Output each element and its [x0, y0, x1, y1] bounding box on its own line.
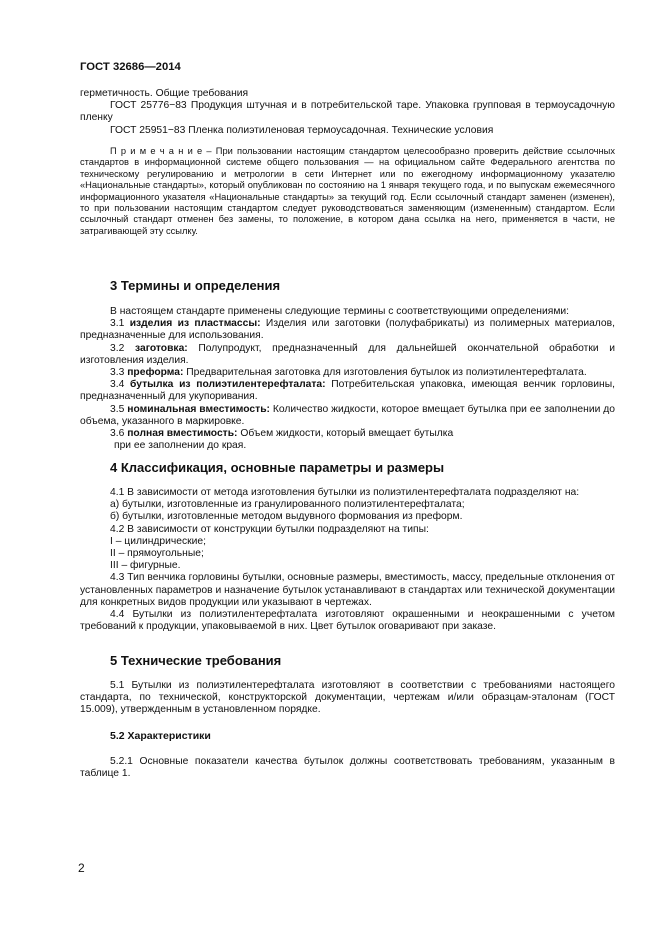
sec3-intro: В настоящем стандарте применены следующие термины с соответствующими определениями:: [110, 306, 570, 317]
document-header: ГОСТ 32686—2014: [80, 61, 181, 73]
ref-line-3: ГОСТ 25951−83 Пленка полиэтиленовая термоусадочная. Технические условия: [110, 124, 494, 136]
sec4-p2b: II – прямоугольные;: [110, 548, 204, 560]
sec4-p3: 4.3 Тип венчика горловины бутылки, основные размеры, вместимость, массу, предельные отклонения от установленных параметров и назначение бутылок устанавливают в стандартах или технической документации для конкретных видов продукции или указывают в чертежах.: [80, 572, 615, 608]
section-4-title: 4 Классификация, основные параметры и размеры: [110, 460, 445, 475]
sec4-p1b: б) бутылки, изготовленные методом выдувного формования из преформ.: [110, 511, 463, 523]
section-3-body: [80, 306, 615, 452]
section-4-body: [80, 487, 615, 633]
sec4-p2c: III – фигурные.: [110, 560, 181, 572]
term-3-4: 3.4 бутылка из полиэтилентерефталата: Потребительская упаковка, имеющая венчик горловины, предназначенный для укупоривания.: [80, 379, 615, 403]
term-3-2: 3.2 заготовка: Полупродукт, предназначенный для дальнейшей окончательной обработки и изготовления изделия.: [80, 342, 615, 366]
section-3-title: 3 Термины и определения: [110, 278, 281, 293]
note-label: П р и м е ч а н и е: [110, 146, 203, 156]
section-5-2-title: 5.2 Характеристики: [110, 730, 211, 742]
ref-line-2: ГОСТ 25776−83 Продукция штучная и в потребительской таре. Упаковка групповая в термоусадочную пленку: [80, 100, 615, 124]
term-3-6: 3.6 полная вместимость: Объем жидкости, который вмещает бутылка: [110, 428, 454, 440]
sec4-p4: 4.4 Бутылки из полиэтилентерефталата изготовляют окрашенными и неокрашенными с учетом требований к продукции, упаковываемой в них. Цвет бутылок оговаривают при заказе.: [80, 609, 615, 633]
section-5-title: 5 Технические требования: [110, 653, 282, 668]
note-text: – При пользовании настоящим стандартом целесообразно проверить действие ссылочных стандартов в информационной системе общего пользования — на официальном сайте Федерального агентства по техническому регулированию и метрологии в сети Интернет или по ежегодному информационному указателю «Национальные стандарты», который опубликован по состоянию на 1 января текущего года, и по выпускам ежемесячного информационного указателя «Национальные стандарты» за текущий год. Если ссылочный стандарт заменен (изменен), то при пользовании настоящим стандартом следует руководствоваться заменяющим (измененным) стандартом. Если ссылочный стандарт отменен без замены, то положение, в котором дана ссылка на него, применяется в части, не затрагивающей эту ссылку.: [80, 146, 615, 236]
section-5-2-body: [80, 756, 615, 780]
sec4-p1a: а) бутылки, изготовленные из гранулированного полиэтилентерефталата;: [110, 499, 465, 511]
section-5-body: [80, 680, 615, 717]
term-3-5: 3.5 номинальная вместимость: Количество жидкости, которое вмещает бутылка при ее заполнении до объема, указанного в маркировке.: [80, 403, 615, 427]
sec5-p1: 5.1 Бутылки из полиэтилентерефталата изготовляют в соответствии с требованиями настоящего стандарта, по технической, конструкторской документации, чертежам и/или образцам-эталонам (ГОСТ 15.009), утвержденным в установленном порядке.: [80, 680, 615, 716]
ref-line-1: герметичность. Общие требования: [80, 88, 249, 99]
page-number: 2: [78, 861, 85, 875]
note-block: [80, 146, 615, 237]
term-3-1: 3.1 изделия из пластмассы: Изделия или заготовки (полуфабрикаты) из полимерных материалов, предназначенные для использования.: [80, 318, 615, 342]
sec4-p1: 4.1 В зависимости от метода изготовления бутылки из полиэтилентерефталата подразделяют на:: [110, 487, 580, 498]
references-block: [80, 88, 615, 137]
sec4-p2a: I – цилиндрические;: [110, 535, 206, 547]
term-3-6-cont: при ее заполнении до края.: [114, 440, 247, 452]
sec4-p2: 4.2 В зависимости от конструкции бутылки подразделяют на типы:: [110, 523, 429, 535]
sec5-p521: 5.2.1 Основные показатели качества бутылок должны соответствовать требованиям, указанным в таблице 1.: [80, 756, 615, 780]
term-3-3: 3.3 преформа: Предварительная заготовка для изготовления бутылок из полиэтилентерефталата.: [110, 367, 587, 379]
